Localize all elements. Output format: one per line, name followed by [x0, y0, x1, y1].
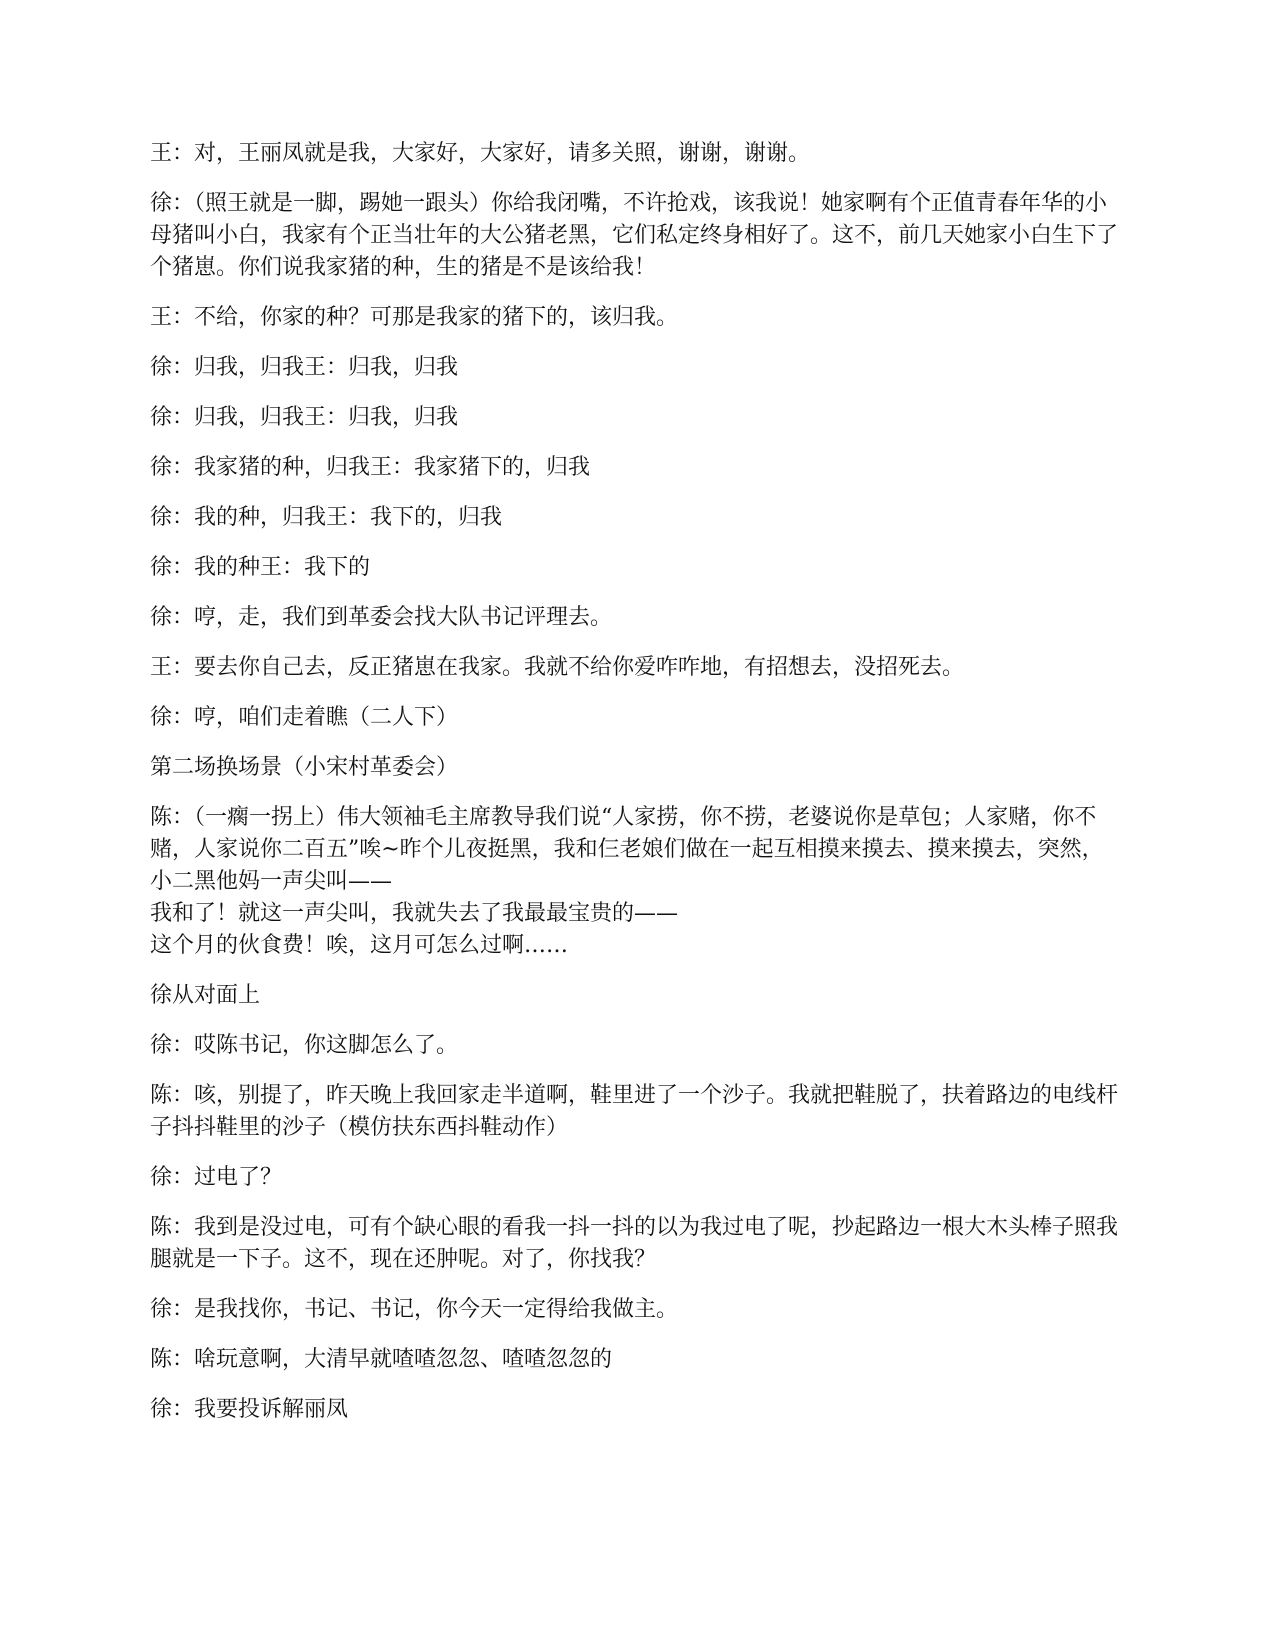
script-line-10: 王：要去你自己去，反正猪崽在我家。我就不给你爱咋咋地，有招想去，没招死去。 [150, 655, 965, 680]
script-line-5: 徐：归我，归我王：归我，归我 [150, 405, 459, 430]
script-line-13: 陈：（一瘸一拐上）伟大领袖毛主席教导我们说“人家捞，你不捞，老婆说你是草包；人家赌，你不赌，人家说你二百五”唉~昨个儿夜挺黑，我和仨老娘们做在一起互相摸来摸去、摸来摸去，突然，小二黑他妈一声尖叫—— 我和了！就这一声尖叫，我就失去了我最最宝贵的—— 这个月的伙食费！唉，这月可怎么过啊…… [150, 805, 1104, 958]
script-line-18: 陈：我到是没过电，可有个缺心眼的看我一抖一抖的以为我过电了呢，抄起路边一根大木头棒子照我腿就是一下子。这不，现在还肿呢。对了，你找我？ [150, 1215, 1119, 1272]
script-line-9: 徐：哼，走，我们到革委会找大队书记评理去。 [150, 605, 613, 630]
script-line-20: 陈：啥玩意啊，大清早就喳喳忽忽、喳喳忽忽的 [150, 1347, 613, 1372]
script-line-11: 徐：哼，咱们走着瞧（二人下） [150, 705, 459, 730]
script-line-7: 徐：我的种，归我王：我下的，归我 [150, 505, 503, 530]
script-line-1: 王：对，王丽凤就是我，大家好，大家好，请多关照，谢谢，谢谢。 [150, 141, 811, 166]
script-line-8: 徐：我的种王：我下的 [150, 555, 371, 580]
script-line-15: 徐：哎陈书记，你这脚怎么了。 [150, 1033, 459, 1058]
script-line-6: 徐：我家猪的种，归我王：我家猪下的，归我 [150, 455, 591, 480]
script-line-21: 徐：我要投诉解丽凤 [150, 1397, 349, 1422]
stage-direction: 徐从对面上 [150, 983, 261, 1008]
script-line-3: 王：不给，你家的种？可那是我家的猪下的，该归我。 [150, 305, 679, 330]
script-line-19: 徐：是我找你，书记、书记，你今天一定得给我做主。 [150, 1297, 679, 1322]
script-line-2: 徐：（照王就是一脚，踢她一跟头）你给我闭嘴，不许抢戏，该我说！她家啊有个正值青春年华的小母猪叫小白，我家有个正当壮年的大公猪老黑，它们私定终身相好了。这不，前几天她家小白生下了个猪崽。你们说我家猪的种，生的猪是不是该给我！ [150, 191, 1119, 280]
scene-heading: 第二场换场景（小宋村革委会） [150, 755, 459, 780]
script-line-4: 徐：归我，归我王：归我，归我 [150, 355, 459, 380]
script-line-16: 陈：咳，别提了，昨天晚上我回家走半道啊，鞋里进了一个沙子。我就把鞋脱了，扶着路边的电线杆子抖抖鞋里的沙子（模仿扶东西抖鞋动作） [150, 1083, 1119, 1140]
document-page [150, 138, 1125, 1444]
script-line-17: 徐：过电了？ [150, 1165, 283, 1190]
